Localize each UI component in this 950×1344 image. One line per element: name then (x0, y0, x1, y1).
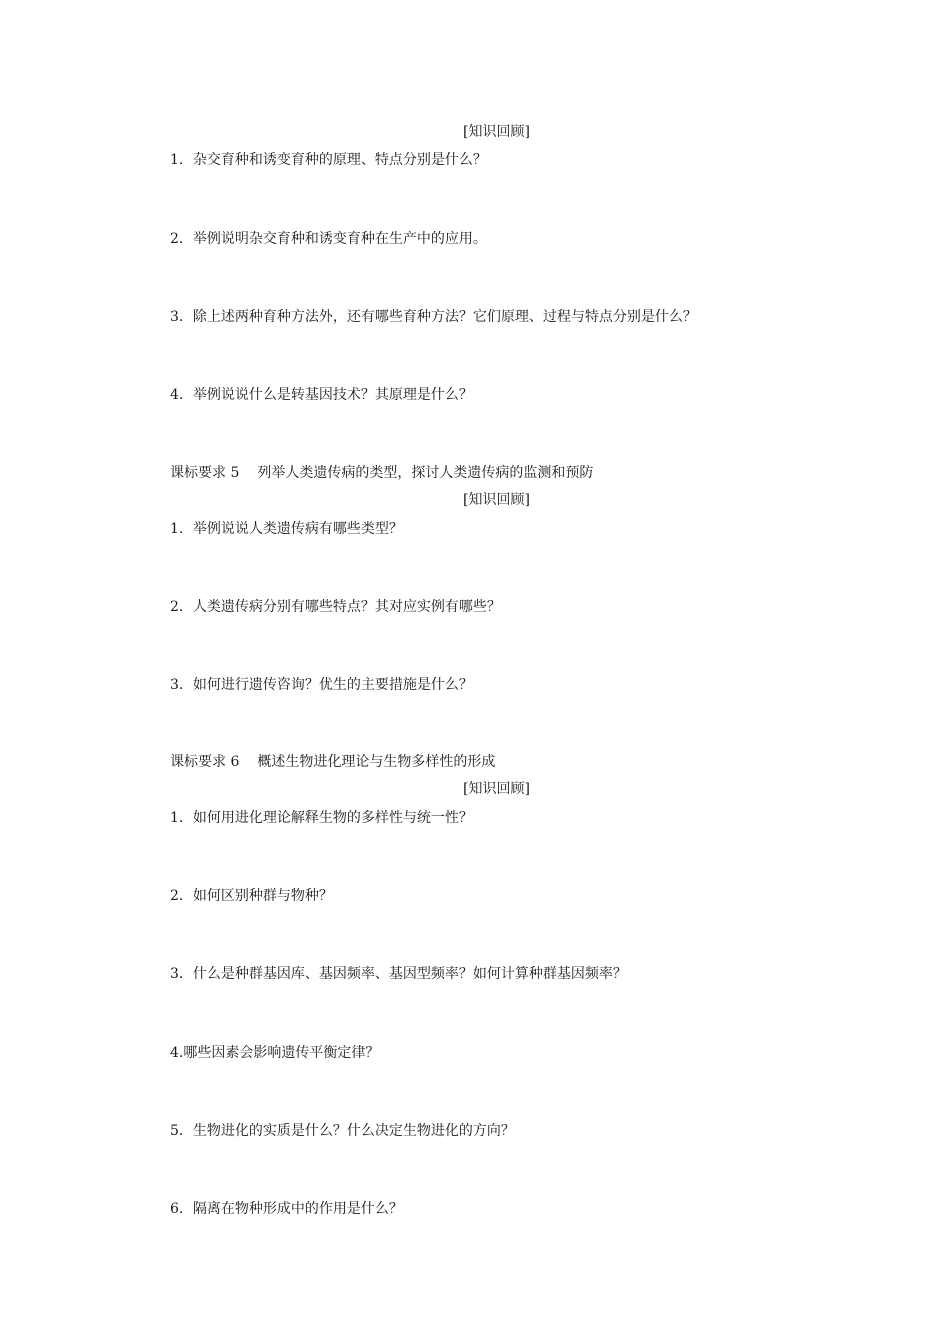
requirement-label: 课标要求 5 (170, 465, 240, 481)
knowledge-review-heading: [知识回顾] (463, 492, 530, 508)
question-item: 2．如何区别种群与物种？ (170, 888, 333, 904)
curriculum-requirement (170, 752, 495, 772)
question-item: 3．如何进行遗传咨询？优生的主要措施是什么？ (170, 677, 473, 693)
requirement-text: 概述生物进化理论与生物多样性的形成 (257, 754, 496, 770)
curriculum-requirement (170, 463, 593, 483)
question-item: 1．杂交育种和诱变育种的原理、特点分别是什么？ (170, 152, 487, 168)
knowledge-review-heading: [知识回顾] (463, 781, 530, 797)
question-item: 4.哪些因素会影响遗传平衡定律？ (170, 1045, 380, 1061)
knowledge-review-heading: [知识回顾] (463, 124, 530, 140)
requirement-text: 列举人类遗传病的类型，探讨人类遗传病的监测和预防 (257, 465, 594, 481)
question-item: 1．如何用进化理论解释生物的多样性与统一性？ (170, 810, 473, 826)
question-item: 5．生物进化的实质是什么？什么决定生物进化的方向？ (170, 1123, 515, 1139)
question-item: 3．什么是种群基因库、基因频率、基因型频率？如何计算种群基因频率？ (170, 966, 627, 982)
question-item: 4．举例说说什么是转基因技术？其原理是什么？ (170, 387, 473, 403)
question-item: 3．除上述两种育种方法外，还有哪些育种方法？它们原理、过程与特点分别是什么？ (170, 309, 697, 325)
question-item: 2．举例说明杂交育种和诱变育种在生产中的应用。 (170, 231, 487, 247)
question-item: 2．人类遗传病分别有哪些特点？其对应实例有哪些？ (170, 599, 501, 615)
requirement-label: 课标要求 6 (170, 754, 240, 770)
question-item: 1．举例说说人类遗传病有哪些类型？ (170, 521, 403, 537)
question-item: 6．隔离在物种形成中的作用是什么？ (170, 1201, 403, 1217)
